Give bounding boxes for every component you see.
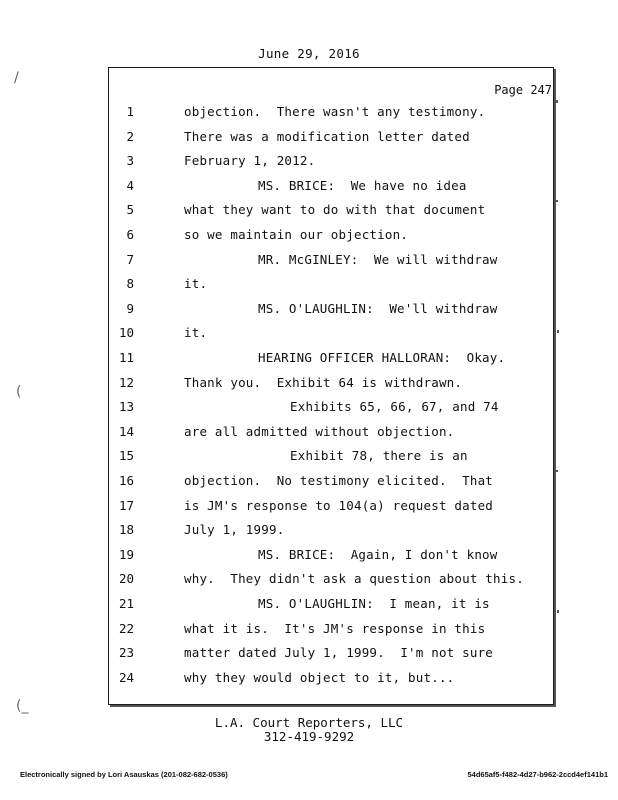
- line-number: 1: [126, 104, 134, 119]
- transcript-line: February 1, 2012.: [184, 153, 316, 169]
- line-number: 8: [126, 276, 134, 292]
- line-number: 17: [118, 497, 134, 513]
- scan-speck: [556, 470, 558, 472]
- transcript-line: it.: [184, 325, 208, 341]
- scan-speck: [557, 330, 559, 333]
- scan-mark-mid-left: (: [16, 384, 22, 400]
- transcript-line: what they want to do with that document: [184, 202, 486, 218]
- transcript-line: objection. No testimony elicited. That: [184, 473, 494, 488]
- line-number: 7: [126, 251, 134, 267]
- line-number: 3: [126, 153, 134, 169]
- scan-mark-top-left: /: [14, 70, 19, 86]
- transcript-line: objection. There wasn't any testimony.: [184, 104, 486, 119]
- scan-speck: [556, 200, 558, 202]
- line-number: 20: [118, 571, 134, 587]
- transcript-line: Thank you. Exhibit 64 is withdrawn.: [184, 374, 463, 390]
- line-number: 21: [118, 596, 134, 611]
- transcript-line: so we maintain our objection.: [184, 227, 409, 242]
- line-number: 9: [126, 300, 134, 316]
- footer-phone: 312-419-9292: [263, 729, 355, 744]
- transcript-line: MS. BRICE: We have no idea: [258, 177, 467, 193]
- line-number: 5: [126, 202, 134, 218]
- electronic-signature: Electronically signed by Lori Asauskas (201-082-682-0536): [20, 770, 228, 779]
- transcript-line: are all admitted without objection.: [184, 423, 455, 439]
- footer-company: L.A. Court Reporters, LLC: [214, 715, 404, 730]
- transcript-line: why. They didn't ask a question about this.: [184, 571, 524, 587]
- line-number: 4: [126, 177, 134, 193]
- transcript-line: is JM's response to 104(a) request dated: [184, 497, 494, 513]
- transcript-line: Exhibit 78, there is an: [290, 448, 468, 464]
- line-number: 23: [118, 645, 134, 661]
- transcript-line: what it is. It's JM's response in this: [184, 620, 486, 636]
- footer-block: [0, 716, 618, 744]
- line-number: 14: [118, 423, 134, 439]
- transcript-line: Exhibits 65, 66, 67, and 74: [290, 399, 499, 415]
- transcript-line: There was a modification letter dated: [184, 128, 470, 144]
- line-number: 11: [118, 350, 134, 365]
- transcript-line: why they would object to it, but...: [184, 669, 455, 685]
- line-number: 6: [126, 227, 134, 242]
- transcript-line: MS. BRICE: Again, I don't know: [258, 546, 498, 562]
- line-number: 12: [118, 374, 134, 390]
- line-number: 15: [118, 448, 134, 464]
- line-number: 18: [118, 522, 134, 538]
- transcript-line: it.: [184, 276, 208, 292]
- line-number: 13: [118, 399, 134, 415]
- line-number: 2: [126, 128, 134, 144]
- transcript-line: July 1, 1999.: [184, 522, 285, 538]
- line-number: 19: [118, 546, 134, 562]
- scan-mark-bottom-left: (_: [16, 698, 29, 714]
- scan-speck: [557, 610, 559, 613]
- transcript-line: MS. O'LAUGHLIN: I mean, it is: [258, 596, 490, 611]
- transcript-line: MR. McGINLEY: We will withdraw: [258, 251, 498, 267]
- transcript-line: matter dated July 1, 1999. I'm not sure: [184, 645, 494, 661]
- header-date: June 29, 2016: [258, 46, 360, 61]
- line-number: 16: [118, 473, 134, 488]
- transcript-line: MS. O'LAUGHLIN: We'll withdraw: [258, 300, 498, 316]
- scan-speck: [556, 100, 558, 103]
- line-number: 24: [118, 669, 134, 685]
- page-number: Page 247: [494, 83, 552, 97]
- transcript-line: HEARING OFFICER HALLORAN: Okay.: [258, 350, 506, 365]
- document-id: 54d65af5-f482-4d27-b962-2ccd4ef141b1: [467, 770, 608, 779]
- line-number: 22: [118, 620, 134, 636]
- line-number: 10: [118, 325, 134, 341]
